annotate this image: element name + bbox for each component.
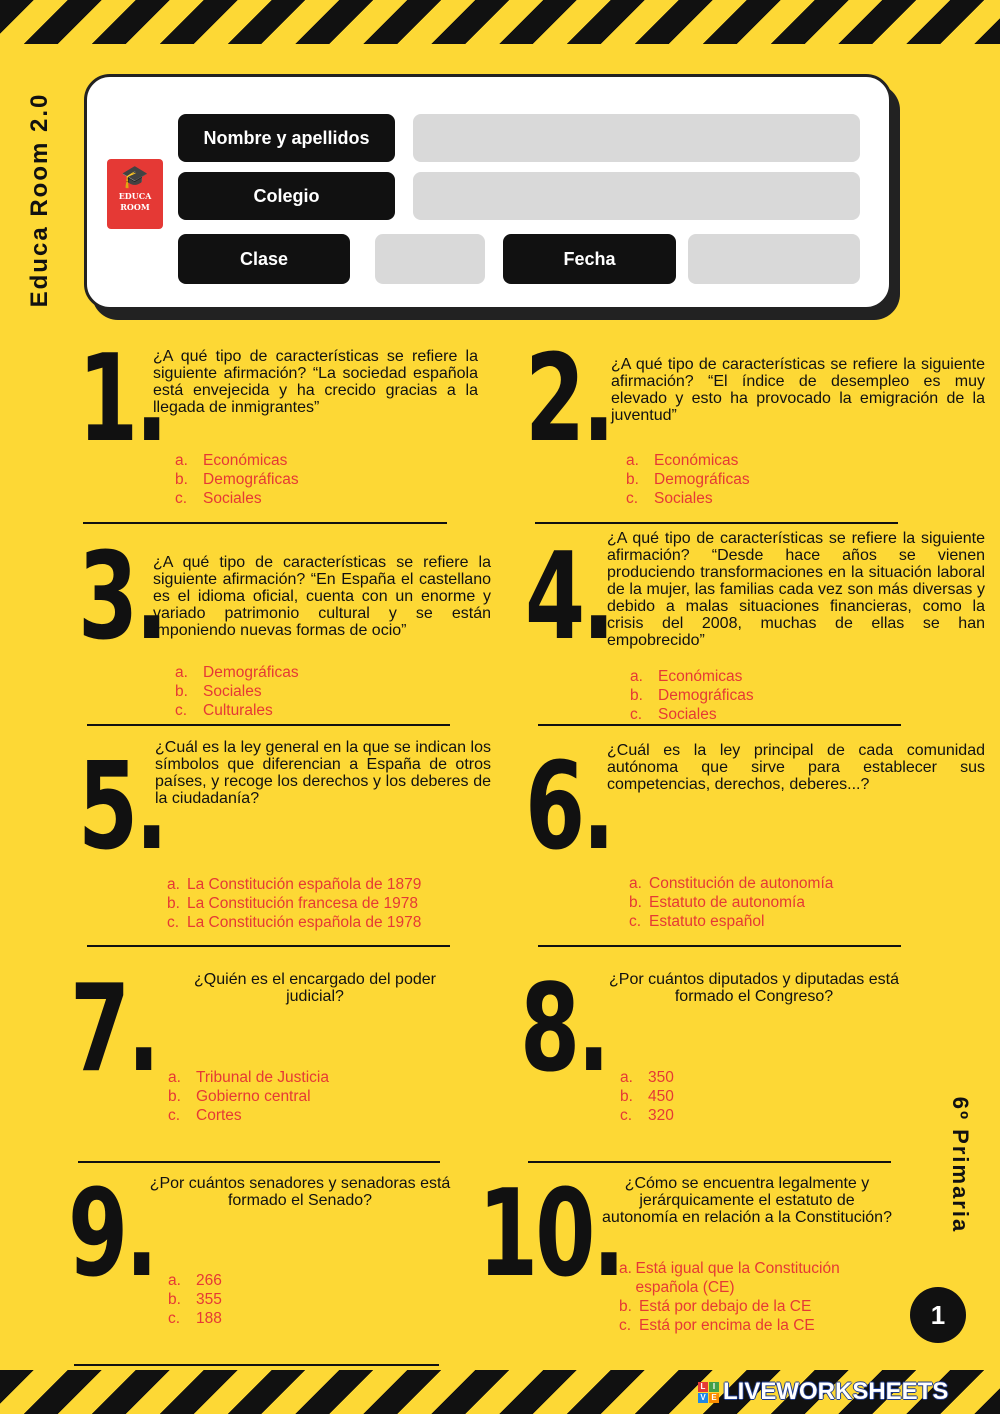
grade-label: 6º Primaria (948, 1096, 973, 1234)
answer-option[interactable]: a. 350 (620, 1069, 674, 1086)
school-label: Colegio (178, 172, 395, 220)
answer-option[interactable]: b. 355 (168, 1291, 222, 1308)
question-text: ¿A qué tipo de características se refiere la siguiente afirmación? “El índice de desempleo es muy elevado y esto ha provocado la emigración de la juventud” (611, 356, 985, 424)
options-list (620, 1068, 674, 1125)
answer-option[interactable]: c. Está por encima de la CE (619, 1317, 815, 1334)
divider (74, 1364, 439, 1366)
answer-option[interactable]: a. Está igual que la Constitución española (CE) (619, 1260, 840, 1296)
divider (78, 1161, 440, 1163)
answer-option[interactable]: c. Sociales (626, 490, 713, 507)
answer-option[interactable]: c. Estatuto español (629, 913, 765, 930)
answer-option[interactable]: c. Sociales (175, 490, 262, 507)
question-number: 2. (525, 330, 613, 469)
answer-option[interactable]: a. 266 (168, 1272, 222, 1289)
logo-letter-l: L (698, 1382, 708, 1392)
answer-option[interactable]: c. Sociales (630, 706, 717, 723)
question-number: 5. (78, 738, 166, 877)
answer-option[interactable]: a. Económicas (626, 452, 739, 469)
question-text: ¿A qué tipo de características se refiere la siguiente afirmación? “Desde hace años se vienen produciendo transformaciones en la situación laboral de la mujer, las familias cada vez son más diversas y debido a malas situaciones financieras, como la crisis del 2008, muchas de ellas se han empobrecido” (607, 530, 985, 649)
options-list (619, 1259, 889, 1335)
watermark-text: LIVEWORKSHEETS (723, 1378, 949, 1405)
answer-option[interactable]: b. Demográficas (626, 471, 750, 488)
question-number: 10. (478, 1165, 623, 1304)
question-number: 9. (68, 1165, 156, 1304)
answer-option[interactable]: c. 320 (620, 1107, 674, 1124)
logo-letter-i: I (709, 1382, 719, 1392)
answer-option[interactable]: b. Demográficas (175, 471, 299, 488)
divider (83, 522, 447, 524)
options-list (175, 663, 299, 720)
question-text: ¿A qué tipo de características se refiere la siguiente afirmación? “La sociedad española está envejecida y ha crecido gracias a la llegada de inmigrantes” (153, 348, 478, 416)
options-list (630, 667, 754, 724)
question-text: ¿Por cuántos diputados y diputadas está formado el Congreso? (609, 971, 899, 1005)
divider (538, 945, 901, 947)
class-input[interactable] (375, 234, 485, 284)
options-list (168, 1068, 329, 1125)
answer-option[interactable]: a. Demográficas (175, 664, 299, 681)
answer-option[interactable]: a. La Constitución española de 1879 (167, 876, 422, 893)
name-label: Nombre y apellidos (178, 114, 395, 162)
answer-option[interactable]: a. Constitución de autonomía (629, 875, 834, 892)
options-list (626, 451, 750, 508)
liveworksheets-watermark (698, 1376, 948, 1408)
question-number: 3. (78, 528, 166, 667)
question-number: 7. (70, 960, 158, 1099)
divider (538, 724, 901, 726)
options-list (175, 451, 299, 508)
options-list (167, 875, 421, 932)
divider (87, 945, 450, 947)
question-number: 6. (525, 738, 613, 877)
answer-option[interactable]: c. Culturales (175, 702, 273, 719)
educa-room-logo (107, 159, 163, 229)
question-number: 1. (78, 330, 166, 469)
answer-option[interactable]: c. Cortes (168, 1107, 242, 1124)
divider (535, 522, 898, 524)
logo-text-2: ROOM (120, 202, 150, 212)
question-text: ¿Cómo se encuentra legalmente y jerárquicamente el estatuto de autonomía en relación a la Constitución? (602, 1175, 892, 1226)
answer-option[interactable]: b. 450 (620, 1088, 674, 1105)
question-text: ¿A qué tipo de características se refiere la siguiente afirmación? “En España el castellano es el idioma oficial, cuenta con un enorme y variado patrimonio cultural y se están imponiendo nuevas formas de ocio” (153, 554, 491, 639)
page-number-badge: 1 (910, 1287, 966, 1343)
question-text: ¿Quién es el encargado del poder judicial? (194, 971, 436, 1005)
date-label: Fecha (503, 234, 676, 284)
class-label: Clase (178, 234, 350, 284)
name-input[interactable] (413, 114, 860, 162)
answer-option[interactable]: c. La Constitución española de 1978 (167, 914, 422, 931)
side-title: Educa Room 2.0 (26, 92, 53, 308)
logo-letter-v: V (698, 1393, 708, 1403)
answer-option[interactable]: a. Económicas (630, 668, 743, 685)
answer-option[interactable]: b. Gobierno central (168, 1088, 311, 1105)
question-text: ¿Por cuántos senadores y senadoras está formado el Senado? (149, 1175, 451, 1209)
logo-letter-e: E (709, 1393, 719, 1403)
options-list (629, 874, 833, 931)
answer-option[interactable]: b. La Constitución francesa de 1978 (167, 895, 418, 912)
question-number: 8. (520, 960, 608, 1099)
liveworksheets-logo-icon (698, 1382, 719, 1403)
date-input[interactable] (688, 234, 860, 284)
question-number: 4. (525, 528, 613, 667)
graduation-cap-icon: 🎓 (121, 164, 149, 189)
answer-option[interactable]: a. Económicas (175, 452, 288, 469)
question-text: ¿Cuál es la ley general en la que se indican los símbolos que diferencian a España de otros países, y recoge los derechos y los deberes de la ciudadanía? (155, 739, 491, 807)
hazard-stripes-top (0, 0, 1000, 44)
answer-option[interactable]: b. Estatuto de autonomía (629, 894, 805, 911)
question-text: ¿Cuál es la ley principal de cada comunidad autónoma que sirve para establecer sus competencias, derechos, deberes...? (607, 742, 985, 793)
answer-option[interactable]: b. Está por debajo de la CE (619, 1298, 812, 1315)
answer-option[interactable]: a. Tribunal de Justicia (168, 1069, 329, 1086)
answer-option[interactable]: b. Sociales (175, 683, 262, 700)
answer-option[interactable]: b. Demográficas (630, 687, 754, 704)
options-list (168, 1271, 222, 1328)
divider (528, 1161, 891, 1163)
logo-text-1: EDUCA (118, 191, 152, 201)
divider (87, 724, 450, 726)
answer-option[interactable]: c. 188 (168, 1310, 222, 1327)
school-input[interactable] (413, 172, 860, 220)
